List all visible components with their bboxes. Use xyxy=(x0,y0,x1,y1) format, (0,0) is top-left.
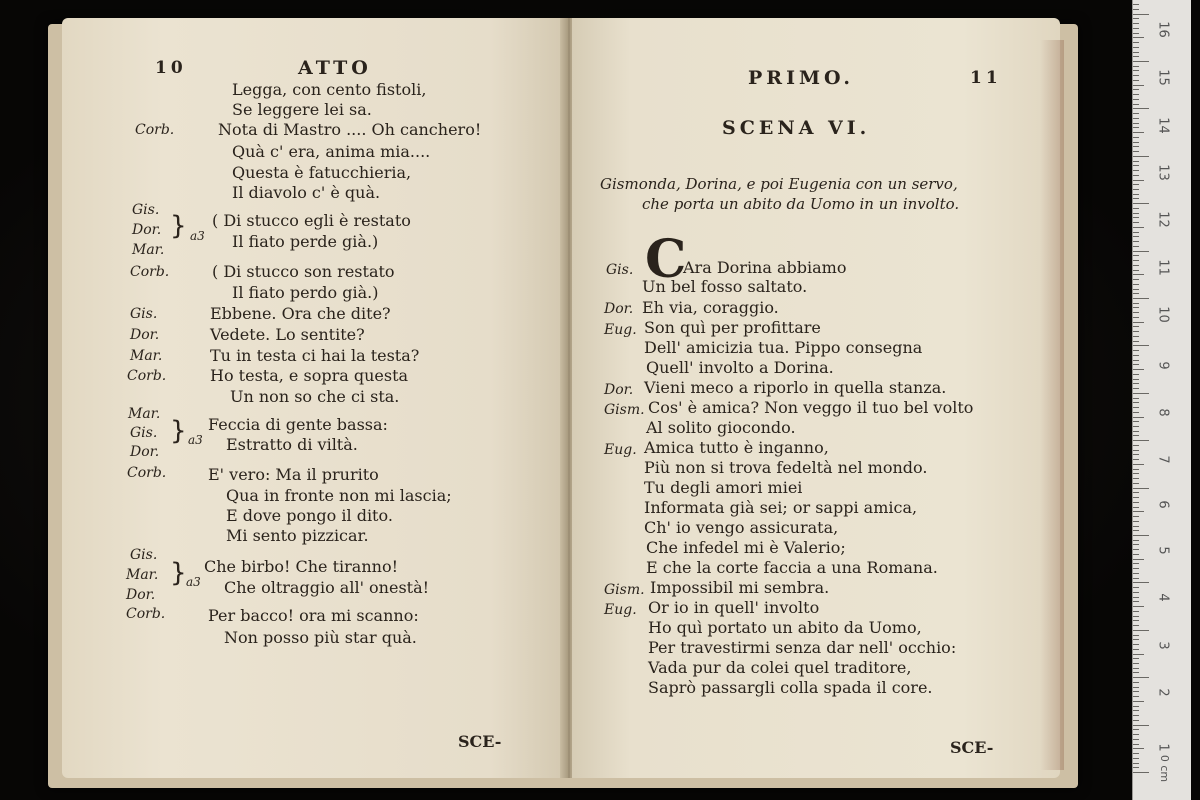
ruler-tick xyxy=(1133,165,1139,166)
ruler-tick xyxy=(1133,578,1139,579)
ruler-tick xyxy=(1133,374,1139,375)
running-head: PRIMO. xyxy=(748,67,855,89)
running-head: ATTO xyxy=(298,57,372,79)
speaker-label: Eug. xyxy=(604,442,637,458)
ruler-tick xyxy=(1133,364,1139,365)
verse-line: Ch' io vengo assicurata, xyxy=(644,518,839,537)
verse-line: Un bel fosso saltato. xyxy=(642,277,808,296)
speaker-label: Corb. xyxy=(127,465,167,481)
ruler-mark: 14 xyxy=(1155,117,1171,134)
verse-line: Per travestirmi senza dar nell' occhio: xyxy=(648,638,957,657)
page-number: 10 xyxy=(155,58,187,78)
ruler-tick xyxy=(1133,232,1139,233)
ruler-tick xyxy=(1133,767,1139,768)
ruler-mark: 5 xyxy=(1155,546,1171,555)
ruler-tick xyxy=(1133,355,1139,356)
ruler-tick xyxy=(1133,113,1139,114)
verse-line: Se leggere lei sa. xyxy=(232,100,372,119)
verse-line: Or io in quell' involto xyxy=(648,598,820,617)
ruler-tick xyxy=(1133,739,1139,740)
page-number: 11 xyxy=(970,68,1002,88)
speaker-label: Gis. xyxy=(130,425,158,441)
ruler-tick xyxy=(1133,303,1139,304)
ruler-tick xyxy=(1133,18,1139,19)
ruler-mark: 11 xyxy=(1155,259,1171,276)
ruler-tick xyxy=(1133,729,1139,730)
ruler-tick xyxy=(1133,213,1139,214)
ruler-tick xyxy=(1133,526,1139,527)
ruler-tick xyxy=(1133,274,1144,275)
ruler-tick xyxy=(1133,454,1139,455)
ruler-tick xyxy=(1133,217,1139,218)
ruler-tick xyxy=(1133,108,1149,109)
ruler-tick xyxy=(1133,222,1139,223)
page-stain xyxy=(1040,40,1064,770)
ruler-tick xyxy=(1133,142,1139,143)
ruler-tick xyxy=(1133,554,1139,555)
ruler-tick xyxy=(1133,563,1139,564)
ruler-tick xyxy=(1133,431,1139,432)
ruler-tick xyxy=(1133,66,1139,67)
scene-title: SCENA VI. xyxy=(722,117,871,139)
ruler-tick xyxy=(1133,734,1139,735)
speaker-label: Dor. xyxy=(604,301,634,317)
ruler-tick xyxy=(1133,407,1139,408)
a3-marker: a3 xyxy=(188,433,203,447)
ruler-tick xyxy=(1133,170,1139,171)
ruler-tick xyxy=(1133,132,1144,133)
ruler-tick xyxy=(1133,559,1144,560)
ruler-tick xyxy=(1133,37,1144,38)
ruler-tick xyxy=(1133,184,1139,185)
ruler-tick xyxy=(1133,260,1139,261)
speaker-label: Mar. xyxy=(130,348,163,364)
ruler-tick xyxy=(1133,412,1139,413)
ruler-tick xyxy=(1133,682,1139,683)
ruler-tick xyxy=(1133,161,1139,162)
ruler-tick xyxy=(1133,312,1139,313)
ruler-tick xyxy=(1133,502,1139,503)
ruler-tick xyxy=(1133,151,1139,152)
verse-line: Informata già sei; or sappi amica, xyxy=(644,498,918,517)
ruler-tick xyxy=(1133,241,1139,242)
ruler-tick xyxy=(1133,597,1139,598)
ruler-tick xyxy=(1133,208,1139,209)
ruler-tick xyxy=(1133,469,1139,470)
ruler-tick xyxy=(1133,748,1144,749)
speaker-label: Gism. xyxy=(604,402,645,418)
ruler-tick xyxy=(1133,540,1139,541)
ruler-tick xyxy=(1133,123,1139,124)
verse-line: Qua in fronte non mi lascia; xyxy=(226,486,452,505)
ruler-tick xyxy=(1133,388,1139,389)
ruler-tick xyxy=(1133,175,1139,176)
ruler-tick xyxy=(1133,677,1149,678)
ruler-tick xyxy=(1133,601,1139,602)
catchword: SCE- xyxy=(458,732,502,751)
ruler-mark: 10 xyxy=(1155,306,1171,323)
ruler-tick xyxy=(1133,298,1149,299)
measuring-ruler xyxy=(1132,0,1191,800)
ruler-tick xyxy=(1133,307,1139,308)
speaker-label: Eug. xyxy=(604,322,637,338)
ruler-tick xyxy=(1133,52,1139,53)
verse-line: Che infedel mi è Valerio; xyxy=(646,538,846,557)
ruler-tick xyxy=(1133,530,1139,531)
verse-line: ( Di stucco son restato xyxy=(212,262,395,281)
ruler-tick xyxy=(1133,189,1139,190)
verse-line: Non posso più star quà. xyxy=(224,628,417,647)
speaker-label: Corb. xyxy=(126,606,166,622)
verse-line: Amica tutto è inganno, xyxy=(644,438,829,457)
ruler-tick xyxy=(1133,535,1149,536)
ruler-tick xyxy=(1133,435,1139,436)
verse-line: Son quì per profittare xyxy=(644,318,821,337)
ruler-tick xyxy=(1133,270,1139,271)
ruler-tick xyxy=(1133,507,1139,508)
verse-line: Eh via, coraggio. xyxy=(642,298,779,317)
ruler-tick xyxy=(1133,696,1139,697)
speaker-label: Gis. xyxy=(130,306,158,322)
ruler-tick xyxy=(1133,459,1139,460)
ruler-tick xyxy=(1133,611,1139,612)
ruler-tick xyxy=(1133,265,1139,266)
ruler-tick xyxy=(1133,497,1139,498)
ruler-tick xyxy=(1133,744,1139,745)
ruler-tick xyxy=(1133,383,1139,384)
ruler-tick xyxy=(1133,706,1139,707)
brace-icon: } xyxy=(170,558,187,588)
drop-cap: C xyxy=(645,229,687,290)
ruler-tick xyxy=(1133,658,1139,659)
a3-marker: a3 xyxy=(190,229,205,243)
ruler-tick xyxy=(1133,236,1139,237)
ruler-tick xyxy=(1133,450,1139,451)
ruler-mark: 13 xyxy=(1155,164,1171,181)
stage-direction: che porta un abito da Uomo in un involto. xyxy=(642,195,960,213)
ruler-tick xyxy=(1133,587,1139,588)
speaker-label: Mar. xyxy=(128,406,161,422)
ruler-tick xyxy=(1133,326,1139,327)
ruler-tick xyxy=(1133,687,1139,688)
ruler-mark: 1 xyxy=(1155,743,1171,752)
ruler-tick xyxy=(1133,33,1139,34)
ruler-mark: 2 xyxy=(1155,688,1171,697)
verse-line: Quell' involto a Dorina. xyxy=(646,358,834,377)
ruler-tick xyxy=(1133,279,1139,280)
ruler-tick xyxy=(1133,625,1139,626)
speaker-label: Gis. xyxy=(130,547,158,563)
ruler-tick xyxy=(1133,701,1144,702)
ruler-tick xyxy=(1133,4,1139,5)
ruler-mark: 3 xyxy=(1155,641,1171,650)
ruler-tick xyxy=(1133,649,1139,650)
ruler-tick xyxy=(1133,246,1139,247)
ruler-tick xyxy=(1133,592,1139,593)
ruler-tick xyxy=(1133,14,1149,15)
ruler-tick xyxy=(1133,23,1139,24)
verse-line: Cos' è amica? Non veggo il tuo bel volto xyxy=(648,398,974,417)
ruler-tick xyxy=(1133,478,1139,479)
ruler-tick xyxy=(1133,620,1139,621)
ruler-tick xyxy=(1133,118,1139,119)
speaker-label: Mar. xyxy=(132,242,165,258)
verse-line: Il fiato perdo già.) xyxy=(232,283,379,302)
ruler-tick xyxy=(1133,289,1139,290)
verse-line: Più non si trova fedeltà nel mondo. xyxy=(644,458,928,477)
ruler-tick xyxy=(1133,421,1139,422)
ruler-tick xyxy=(1133,568,1139,569)
speaker-label: Dor. xyxy=(130,327,160,343)
ruler-tick xyxy=(1133,350,1139,351)
ruler-tick xyxy=(1133,445,1139,446)
ruler-tick xyxy=(1133,417,1144,418)
verse-line: Vada pur da colei quel traditore, xyxy=(648,658,912,677)
speaker-label: Dor. xyxy=(604,382,634,398)
stage-direction: Gismonda, Dorina, e poi Eugenia con un servo, xyxy=(600,175,958,193)
verse-line: Ebbene. Ora che dite? xyxy=(210,304,391,323)
ruler-tick xyxy=(1133,322,1144,323)
ruler-tick xyxy=(1133,544,1139,545)
ruler-tick xyxy=(1133,251,1149,252)
ruler-tick xyxy=(1133,440,1149,441)
speaker-label: Gis. xyxy=(132,202,160,218)
ruler-tick xyxy=(1133,511,1144,512)
ruler-tick xyxy=(1133,763,1139,764)
ruler-tick xyxy=(1133,255,1139,256)
verse-line: Un non so che ci sta. xyxy=(230,387,400,406)
ruler-tick xyxy=(1133,70,1139,71)
ruler-tick xyxy=(1133,198,1139,199)
ruler-tick xyxy=(1133,488,1149,489)
ruler-tick xyxy=(1133,99,1139,100)
verse-line: Tu degli amori miei xyxy=(644,478,803,497)
brace-icon: } xyxy=(170,416,187,446)
ruler-tick xyxy=(1133,668,1139,669)
verse-line: Legga, con cento fistoli, xyxy=(232,80,427,99)
ruler-tick xyxy=(1133,616,1139,617)
ruler-mark: 12 xyxy=(1155,211,1171,228)
ruler-tick xyxy=(1133,369,1144,370)
verse-line: Questa è fatucchieria, xyxy=(232,163,412,182)
speaker-label: Mar. xyxy=(126,567,159,583)
verse-line: Che oltraggio all' onestà! xyxy=(224,578,430,597)
ruler-tick xyxy=(1133,156,1149,157)
verse-line: Tu in testa ci hai la testa? xyxy=(210,346,420,365)
ruler-tick xyxy=(1133,180,1144,181)
ruler-tick xyxy=(1133,710,1139,711)
ruler-tick xyxy=(1133,28,1139,29)
ruler-tick xyxy=(1133,75,1139,76)
ruler-tick xyxy=(1133,521,1139,522)
verse-line: Al solito giocondo. xyxy=(646,418,796,437)
verse-line: Impossibil mi sembra. xyxy=(650,578,830,597)
ruler-mark: 8 xyxy=(1155,408,1171,417)
verse-line: Feccia di gente bassa: xyxy=(208,415,388,434)
speaker-label: Gism. xyxy=(604,582,645,598)
ruler-tick xyxy=(1133,345,1149,346)
speaker-label: Dor. xyxy=(132,222,162,238)
ruler-tick xyxy=(1133,61,1149,62)
verse-line: E che la corte faccia a una Romana. xyxy=(646,558,938,577)
a3-marker: a3 xyxy=(186,575,201,589)
ruler-unit: 0 cm xyxy=(1158,754,1172,783)
ruler-tick xyxy=(1133,464,1144,465)
ruler-tick xyxy=(1133,720,1139,721)
verse-line: Ara Dorina abbiamo xyxy=(683,258,847,277)
ruler-tick xyxy=(1133,331,1139,332)
speaker-label: Eug. xyxy=(604,602,637,618)
ruler-tick xyxy=(1133,42,1139,43)
ruler-tick xyxy=(1133,630,1149,631)
verse-line: Quà c' era, anima mia.... xyxy=(232,142,431,161)
ruler-tick xyxy=(1133,426,1139,427)
ruler-tick xyxy=(1133,549,1139,550)
ruler-tick xyxy=(1133,753,1139,754)
ruler-tick xyxy=(1133,725,1149,726)
speaker-label: Corb. xyxy=(135,122,175,138)
ruler-tick xyxy=(1133,654,1144,655)
speaker-label: Dor. xyxy=(126,587,156,603)
ruler-tick xyxy=(1133,758,1139,759)
ruler-tick xyxy=(1133,393,1149,394)
ruler-mark: 6 xyxy=(1155,500,1171,509)
ruler-tick xyxy=(1133,194,1139,195)
ruler-tick xyxy=(1133,398,1139,399)
verse-line: Vedete. Lo sentite? xyxy=(210,325,365,344)
verse-line: Per bacco! ora mi scanno: xyxy=(208,606,419,625)
ruler-tick xyxy=(1133,635,1139,636)
ruler-tick xyxy=(1133,644,1139,645)
speaker-label: Gis. xyxy=(606,262,634,278)
ruler-mark: 16 xyxy=(1155,21,1171,38)
ruler-tick xyxy=(1133,715,1139,716)
ruler-tick xyxy=(1133,691,1139,692)
ruler-tick xyxy=(1133,293,1139,294)
verse-line: Estratto di viltà. xyxy=(226,435,358,454)
ruler-tick xyxy=(1133,317,1139,318)
ruler-tick xyxy=(1133,663,1139,664)
verse-line: Il diavolo c' è quà. xyxy=(232,183,381,202)
ruler-tick xyxy=(1133,639,1139,640)
ruler-tick xyxy=(1133,483,1139,484)
ruler-tick xyxy=(1133,341,1139,342)
verse-line: E' vero: Ma il prurito xyxy=(208,465,379,484)
ruler-tick xyxy=(1133,379,1139,380)
ruler-tick xyxy=(1133,56,1139,57)
ruler-tick xyxy=(1133,127,1139,128)
ruler-tick xyxy=(1133,516,1139,517)
verse-line: Il fiato perde già.) xyxy=(232,232,379,251)
ruler-tick xyxy=(1133,772,1149,773)
ruler-tick xyxy=(1133,360,1139,361)
ruler-tick xyxy=(1133,9,1139,10)
ruler-tick xyxy=(1133,473,1139,474)
speaker-label: Dor. xyxy=(130,444,160,460)
ruler-mark: 4 xyxy=(1155,593,1171,602)
ruler-tick xyxy=(1133,672,1139,673)
verse-line: Dell' amicizia tua. Pippo consegna xyxy=(644,338,923,357)
brace-icon: } xyxy=(170,211,187,241)
ruler-tick xyxy=(1133,284,1139,285)
ruler-tick xyxy=(1133,336,1139,337)
ruler-tick xyxy=(1133,203,1149,204)
verse-line: ( Di stucco egli è restato xyxy=(212,211,411,230)
ruler-tick xyxy=(1133,47,1139,48)
verse-line: Nota di Mastro .... Oh canchero! xyxy=(218,120,482,139)
verse-line: Che birbo! Che tiranno! xyxy=(204,557,399,576)
ruler-tick xyxy=(1133,227,1144,228)
verse-line: Saprò passargli colla spada il core. xyxy=(648,678,933,697)
verse-line: Vieni meco a riporlo in quella stanza. xyxy=(644,378,947,397)
ruler-tick xyxy=(1133,573,1139,574)
verse-line: Ho testa, e sopra questa xyxy=(210,366,409,385)
speaker-label: Corb. xyxy=(127,368,167,384)
ruler-mark: 15 xyxy=(1155,69,1171,86)
ruler-mark: 7 xyxy=(1155,455,1171,464)
ruler-tick xyxy=(1133,94,1139,95)
ruler-tick xyxy=(1133,80,1139,81)
ruler-tick xyxy=(1133,606,1144,607)
catchword: SCE- xyxy=(950,738,994,757)
ruler-tick xyxy=(1133,492,1139,493)
verse-line: Ho quì portato un abito da Uomo, xyxy=(648,618,922,637)
speaker-label: Corb. xyxy=(130,264,170,280)
ruler-tick xyxy=(1133,89,1139,90)
ruler-tick xyxy=(1133,137,1139,138)
ruler-tick xyxy=(1133,85,1144,86)
ruler-tick xyxy=(1133,582,1149,583)
ruler-tick xyxy=(1133,146,1139,147)
verse-line: E dove pongo il dito. xyxy=(226,506,393,525)
verse-line: Mi sento pizzicar. xyxy=(226,526,369,545)
ruler-mark: 9 xyxy=(1155,361,1171,370)
ruler-tick xyxy=(1133,104,1139,105)
ruler-tick xyxy=(1133,402,1139,403)
